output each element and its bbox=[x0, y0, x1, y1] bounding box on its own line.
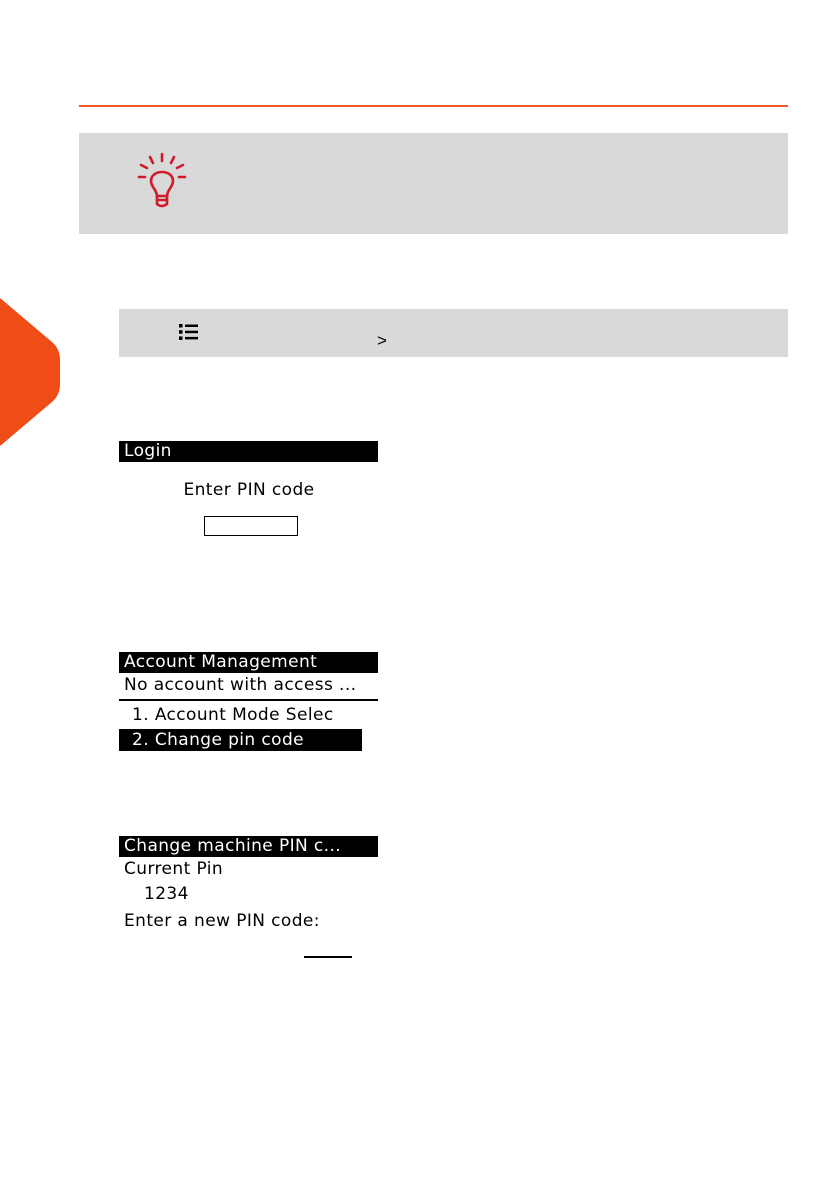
menu-item-change-pin[interactable]: 2. Change pin code bbox=[119, 729, 362, 751]
menu-list-icon bbox=[179, 323, 199, 341]
account-status-text: No account with access ... bbox=[124, 675, 357, 695]
change-pin-title: Change machine PIN c... bbox=[119, 836, 378, 857]
new-pin-label: Enter a new PIN code: bbox=[124, 911, 320, 931]
menu-item-account-mode[interactable]: 1. Account Mode Selec bbox=[132, 705, 334, 725]
login-screen bbox=[119, 441, 379, 541]
account-management-title: Account Management bbox=[119, 652, 378, 673]
chapter-side-tab bbox=[0, 298, 60, 446]
change-pin-screen bbox=[119, 836, 379, 966]
current-pin-value: 1234 bbox=[144, 884, 189, 904]
menu-path-separator: > bbox=[377, 331, 387, 350]
current-pin-label: Current Pin bbox=[124, 859, 224, 879]
pin-input[interactable] bbox=[204, 516, 298, 536]
divider bbox=[119, 699, 378, 701]
menu-path-bar bbox=[119, 309, 788, 357]
lightbulb-icon bbox=[136, 152, 188, 212]
pin-prompt: Enter PIN code bbox=[183, 480, 315, 500]
account-management-screen bbox=[119, 652, 379, 752]
new-pin-input[interactable] bbox=[304, 956, 352, 958]
header-rule bbox=[79, 105, 788, 107]
login-screen-title: Login bbox=[119, 441, 378, 462]
